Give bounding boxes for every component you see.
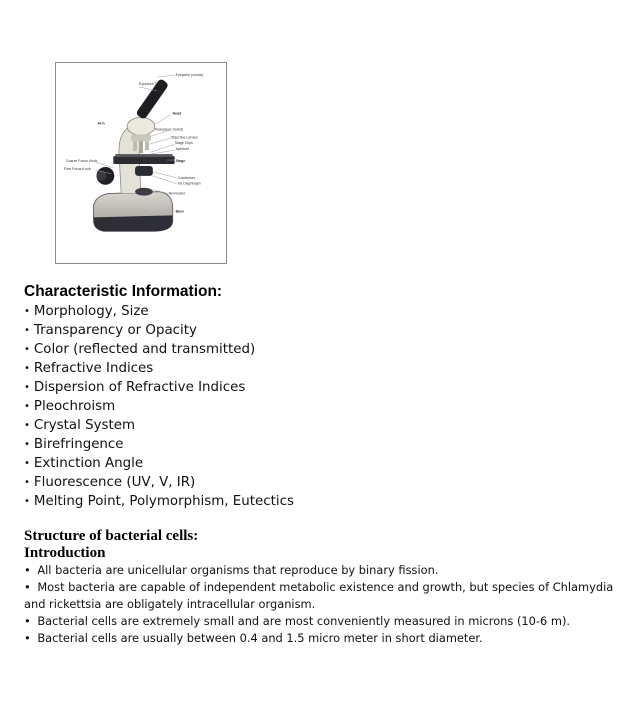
bullet-icon: •: [24, 382, 30, 393]
characteristic-list: [24, 302, 294, 511]
condenser: [135, 166, 153, 176]
bullet-icon: •: [24, 306, 30, 317]
paragraph: • All bacteria are unicellular organisms that reproduce by binary fission.: [24, 563, 439, 577]
bullet-icon: •: [24, 614, 31, 628]
list-item: • Dispersion of Refractive Indices: [24, 380, 246, 395]
bullet-icon: •: [24, 363, 30, 374]
bullet-icon: •: [24, 477, 30, 488]
bullet-icon: •: [24, 631, 31, 645]
illuminator: [135, 188, 153, 196]
objective-lens: [139, 141, 143, 153]
label-stage: Stage: [175, 159, 186, 164]
bullet-icon: •: [24, 344, 30, 355]
bullet-icon: •: [24, 401, 30, 412]
bullet-icon: •: [24, 563, 31, 577]
bullet-icon: •: [24, 580, 31, 594]
label-arm: Arm: [97, 121, 105, 126]
bullet-icon: •: [24, 420, 30, 431]
paragraph: • Bacterial cells are usually between 0.4 and 1.5 micro meter in short diameter.: [24, 631, 483, 645]
label-eyepiece-ocular: Eyepiece (ocular): [175, 73, 204, 78]
objective-lens: [145, 141, 149, 150]
label-objective-lenses: Objective Lenses: [170, 135, 198, 140]
paragraph: • Most bacteria are capable of independent metabolic existence and growth, but species of Chlamydia and rickettsia are obligately intracellular organism.: [24, 580, 614, 611]
label-illuminator: Illuminator: [168, 191, 186, 196]
label-stage-clips: Stage Clips: [174, 141, 193, 146]
microscope-diagram: [56, 63, 226, 263]
list-item: • Birefringence: [24, 437, 124, 452]
characteristic-heading: Characteristic Information:: [24, 283, 223, 300]
bullet-icon: •: [24, 496, 30, 507]
bullet-icon: •: [24, 439, 30, 450]
label-condenser: Condenser: [177, 175, 195, 180]
structure-section: [24, 528, 614, 647]
microscope-figure: [55, 62, 227, 264]
label-aperture: Aperture: [175, 147, 190, 152]
list-item: • Fluorescence (UV, V, IR): [24, 475, 196, 490]
bullet-icon: •: [24, 458, 30, 469]
label-head: Head: [172, 111, 182, 116]
label-fine-focus: Fine Focus Knob: [63, 166, 91, 171]
list-item: • Color (reflected and transmitted): [24, 342, 256, 357]
objective-lens: [133, 141, 137, 151]
bullet-icon: •: [24, 325, 30, 336]
list-item: • Extinction Angle: [24, 456, 144, 471]
list-item: • Refractive Indices: [24, 361, 154, 376]
list-item: • Crystal System: [24, 418, 136, 433]
list-item: • Pleochroism: [24, 399, 116, 414]
paragraph: • Bacterial cells are extremely small and are most conveniently measured in microns (10-6 m).: [24, 614, 571, 628]
list-item: • Melting Point, Polymorphism, Eutectics: [24, 494, 294, 509]
label-eyepiece-tube: Eyepiece Tube: [139, 81, 163, 86]
list-item: • Transparency or Opacity: [24, 323, 197, 338]
structure-heading: Structure of bacterial cells:: [24, 528, 199, 544]
list-item: • Morphology, Size: [24, 304, 149, 319]
label-base: Base: [175, 209, 185, 214]
label-nosepiece: Nosepiece (turret): [154, 127, 184, 132]
introduction-heading: Introduction: [24, 545, 106, 561]
microscope-stage: [113, 156, 174, 164]
microscope-head: [127, 118, 155, 136]
label-coarse-focus: Coarse Focus Knob: [65, 159, 98, 164]
label-iris-diaphragm: Iris Diaphragm: [177, 181, 201, 186]
